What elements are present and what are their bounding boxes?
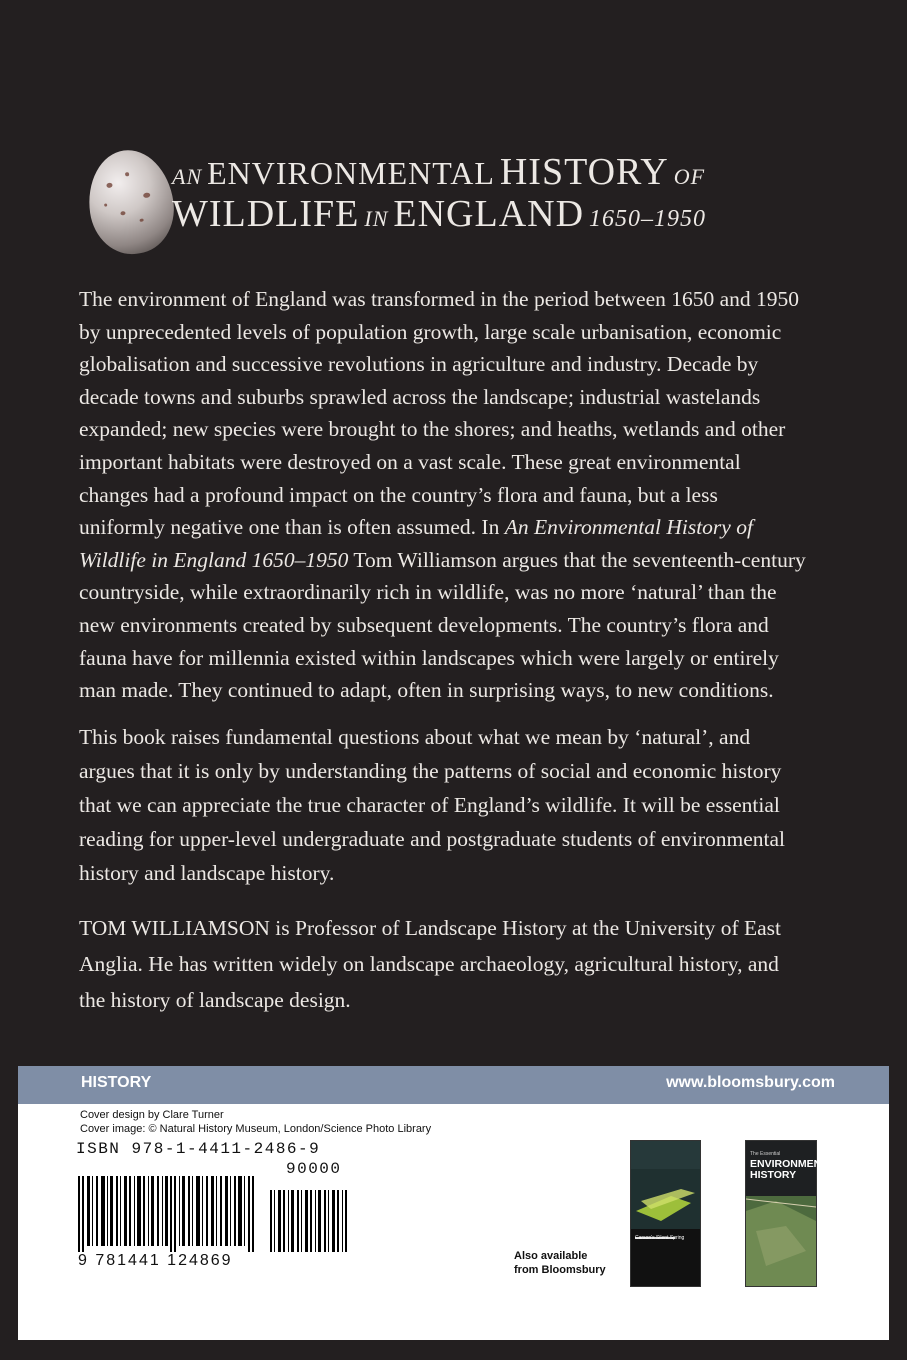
barcode-panel xyxy=(18,1104,889,1340)
isbn-text: ISBN 978-1-4411-2486-9 xyxy=(76,1140,321,1158)
related-book-thumbnail-1[interactable] xyxy=(630,1140,701,1287)
title-england: ENGLAND xyxy=(393,193,585,235)
title-history: HISTORY xyxy=(499,151,669,193)
title-of: OF xyxy=(673,164,706,189)
category-label: HISTORY xyxy=(81,1074,152,1091)
title-environmental: ENVIRONMENTAL xyxy=(207,155,495,191)
related-book-2-subtitle: The Essential xyxy=(750,1151,781,1157)
author-bio: TOM WILLIAMSON is Professor of Landscape History at the University of East Anglia. He has written widely on landscape archaeology, agricultural history, and the history of landscape design. xyxy=(79,916,782,1012)
egg-image xyxy=(82,145,180,260)
title-in: IN xyxy=(364,206,389,231)
title-wildlife: WILDLIFE xyxy=(172,193,360,235)
publisher-website[interactable]: www.bloomsbury.com xyxy=(666,1074,835,1091)
price-code: 90000 xyxy=(286,1160,342,1178)
category-strip xyxy=(18,1066,889,1104)
book-cover-art-1 xyxy=(631,1141,700,1286)
title-years: 1650–1950 xyxy=(589,206,707,232)
cover-design-credit: Cover design by Clare Turner xyxy=(80,1109,224,1121)
related-book-thumbnail-2[interactable] xyxy=(745,1140,841,1287)
blurb-book-title: An Environmental History of Wildlife in England 1650–1950 xyxy=(79,515,753,572)
blurb-paragraph-2: This book raises fundamental questions about what we mean by ‘natural’, and argues that it is only by understanding the patterns of social and economic history that we can appreciate the true character of England’s wildlife. It will be essential reading for upper-level undergraduate and postgraduate students of environmental history and landscape history. xyxy=(79,725,786,885)
title-an: AN xyxy=(172,164,203,189)
blurb-paragraph-1: The environment of England was transformed in the period between 1650 and 1950 by unprecedented levels of population growth, large scale urbanisation, economic globalisation and successive revolutions in agriculture and industry. Decade by decade towns and suburbs sprawled across the landscape; industrial wastelands expanded; new species were brought to the shores; and heaths, wetlands and other important habitats were destroyed on a vast scale. These great environmental changes had a profound impact on the country’s flora and fauna, but a less uniformly negative one than is often assumed. In An Environmental History of Wildlife in England 1650–1950 Tom Williamson argues that the seventeenth-century countryside, while extraordinarily rich in wildlife, was no more ‘natural’ than the new environments created by subsequent developments. The country’s flora and fauna have for millennia existed within landscapes which were largely or entirely man made. They continued to adapt, often in surprising ways, to new conditions. xyxy=(79,287,806,703)
related-book-2-title: ENVIRONMENTAL HISTORY xyxy=(750,1158,841,1181)
barcode-number: 9 781441 124869 xyxy=(78,1252,233,1269)
also-available-label: Also available from Bloomsbury xyxy=(514,1250,606,1276)
cover-image-credit: Cover image: © Natural History Museum, London/Science Photo Library xyxy=(80,1123,432,1135)
related-book-1-title: Carson's Silent Spring xyxy=(635,1235,685,1241)
barcode-image xyxy=(78,1176,368,1254)
